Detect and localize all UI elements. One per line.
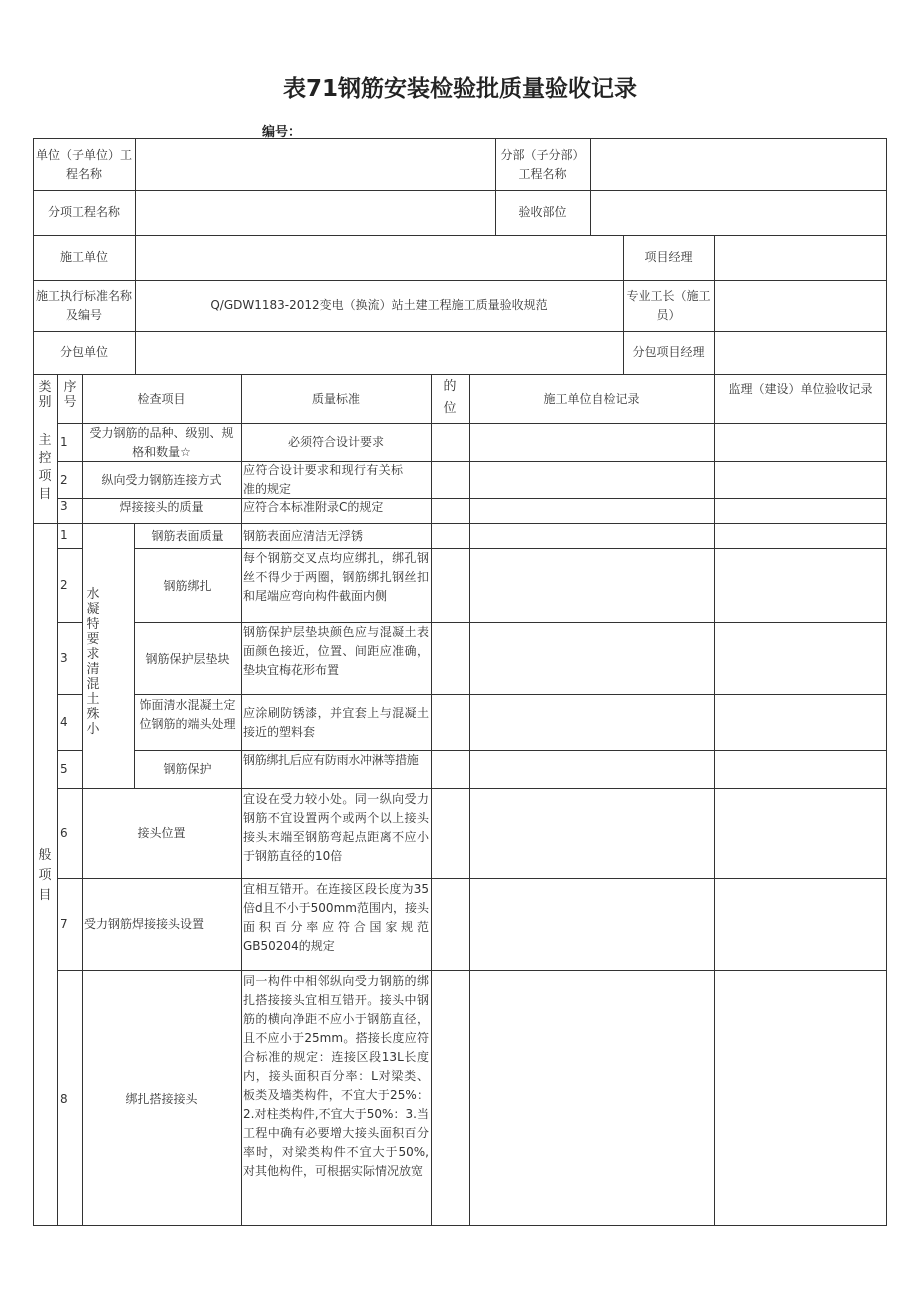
general-item-seq: 3 bbox=[60, 651, 68, 665]
main-item-seq: 1 bbox=[60, 435, 68, 449]
general-item-standard: 宜相互错开。在连接区段长度为35倍d且不小于500mm范围内，接头面积百分率应符合国家规范GB50204的规定 bbox=[243, 882, 429, 953]
foreman-label: 专业工长（施工员） bbox=[626, 289, 711, 322]
self-check-header: 施工单位自检记录 bbox=[543, 392, 640, 406]
standard-name-label: 施工执行标准名称及编号 bbox=[35, 289, 132, 322]
general-item-standard: 同一构件中相邻纵向受力钢筋的绑扎搭接接头宜相互错开。接头中钢筋的横向净距不应小于钢筋直径，且不应小于25mm。搭接长度应符合标准的规定：连接区段13L长度内，接头面积百分率：L对梁类、板类及墙类构件，不宜大于25%：2.对柱类构件,不宜大于50%：3.当工程中确有必要增大接头面积百分率时，对梁类构件不宜大于50%,对其他构件，可根据实际情况放宽 bbox=[243, 974, 429, 1178]
general-item-seq: 6 bbox=[60, 826, 68, 840]
supervision-header: 监理（建设）单位验收记录 bbox=[728, 382, 873, 396]
unit-project-name-label: 单位（子单位）工程名称 bbox=[35, 148, 132, 181]
general-item-standard: 宜设在受力较小处。同一纵向受力钢筋不宜设置两个或两个以上接头接头末端至钢筋弯起点距离不应小于钢筋直径的10倍 bbox=[243, 792, 429, 863]
subcontract-manager-label: 分包项目经理 bbox=[632, 345, 705, 359]
main-item-standard: 应符合设计要求和现行有关标准的规定 bbox=[243, 463, 403, 496]
clear-water-group-label: 水凝特要求清混土殊小 bbox=[86, 587, 100, 737]
main-item-check: 纵向受力钢筋连接方式 bbox=[101, 473, 222, 487]
project-manager-label: 项目经理 bbox=[644, 250, 693, 264]
main-item-seq: 3 bbox=[60, 499, 68, 513]
division-project-name-label: 分部（子分部）工程名称 bbox=[500, 148, 585, 181]
general-item-check: 绑扎搭接接头 bbox=[125, 1092, 198, 1106]
general-item-check: 钢筋表面质量 bbox=[151, 529, 224, 543]
general-item-standard: 钢筋表面应清洁无浮锈 bbox=[243, 529, 364, 543]
general-item-check: 受力钢筋焊接接头设置 bbox=[84, 917, 205, 931]
general-item-seq: 8 bbox=[60, 1092, 68, 1106]
subitem-project-name-label: 分项工程名称 bbox=[47, 205, 120, 219]
construction-unit-label: 施工单位 bbox=[59, 250, 108, 264]
main-item-check: 焊接接头的质量 bbox=[119, 500, 204, 514]
main-category-label: 主控项目 bbox=[38, 433, 52, 502]
subcontract-unit-label: 分包单位 bbox=[59, 345, 108, 359]
main-item-seq: 2 bbox=[60, 473, 68, 487]
category-header: 类别 bbox=[38, 380, 52, 410]
general-item-check: 接头位置 bbox=[137, 826, 186, 840]
quality-standard-header: 质量标准 bbox=[311, 392, 360, 406]
header-table bbox=[33, 138, 887, 375]
general-category-label: 般项目 bbox=[38, 848, 52, 903]
main-item-standard: 必须符合设计要求 bbox=[287, 435, 384, 449]
general-item-standard: 应涂刷防锈漆，并宜套上与混凝土接近的塑料套 bbox=[243, 706, 429, 739]
general-item-seq: 2 bbox=[60, 578, 68, 592]
check-item-header: 检查项目 bbox=[137, 392, 186, 406]
general-item-seq: 4 bbox=[60, 715, 68, 729]
page-title: 表71钢筋安装检验批质量验收记录 bbox=[282, 76, 637, 102]
standard-value: Q/GDW1183-2012变电（换流）站土建工程施工质量验收规范 bbox=[210, 298, 548, 312]
main-item-check: 受力钢筋的品种、级别、规格和数量☆ bbox=[89, 426, 234, 459]
general-item-check: 钢筋保护 bbox=[163, 762, 212, 776]
acceptance-part-label: 验收部位 bbox=[518, 205, 567, 219]
general-item-check: 饰面清水混凝土定位钢筋的端头处理 bbox=[139, 698, 236, 731]
general-item-check: 钢筋保护层垫块 bbox=[145, 652, 230, 666]
general-item-standard: 每个钢筋交叉点均应绑扎，绑孔钢丝不得少于两圈，钢筋绑扎钢丝扣和尾端应弯向构件截面内侧 bbox=[243, 551, 429, 603]
general-item-seq: 7 bbox=[60, 917, 68, 931]
general-item-standard: 钢筋保护层垫块颜色应与混凝土表面颜色接近，位置、间距应准确，垫块宜梅花形布置 bbox=[243, 625, 429, 677]
number-label: 编号： bbox=[262, 125, 302, 140]
unit-col-header: 的位 bbox=[443, 379, 457, 416]
seq-header: 序号 bbox=[63, 380, 77, 410]
general-item-check: 钢筋绑扎 bbox=[163, 579, 212, 593]
general-item-seq: 5 bbox=[60, 762, 68, 776]
general-item-standard: 钢筋绑扎后应有防雨水冲淋等措施 bbox=[243, 753, 419, 767]
general-item-seq: 1 bbox=[60, 528, 68, 542]
main-item-standard: 应符合本标准附录C的规定 bbox=[243, 500, 384, 514]
